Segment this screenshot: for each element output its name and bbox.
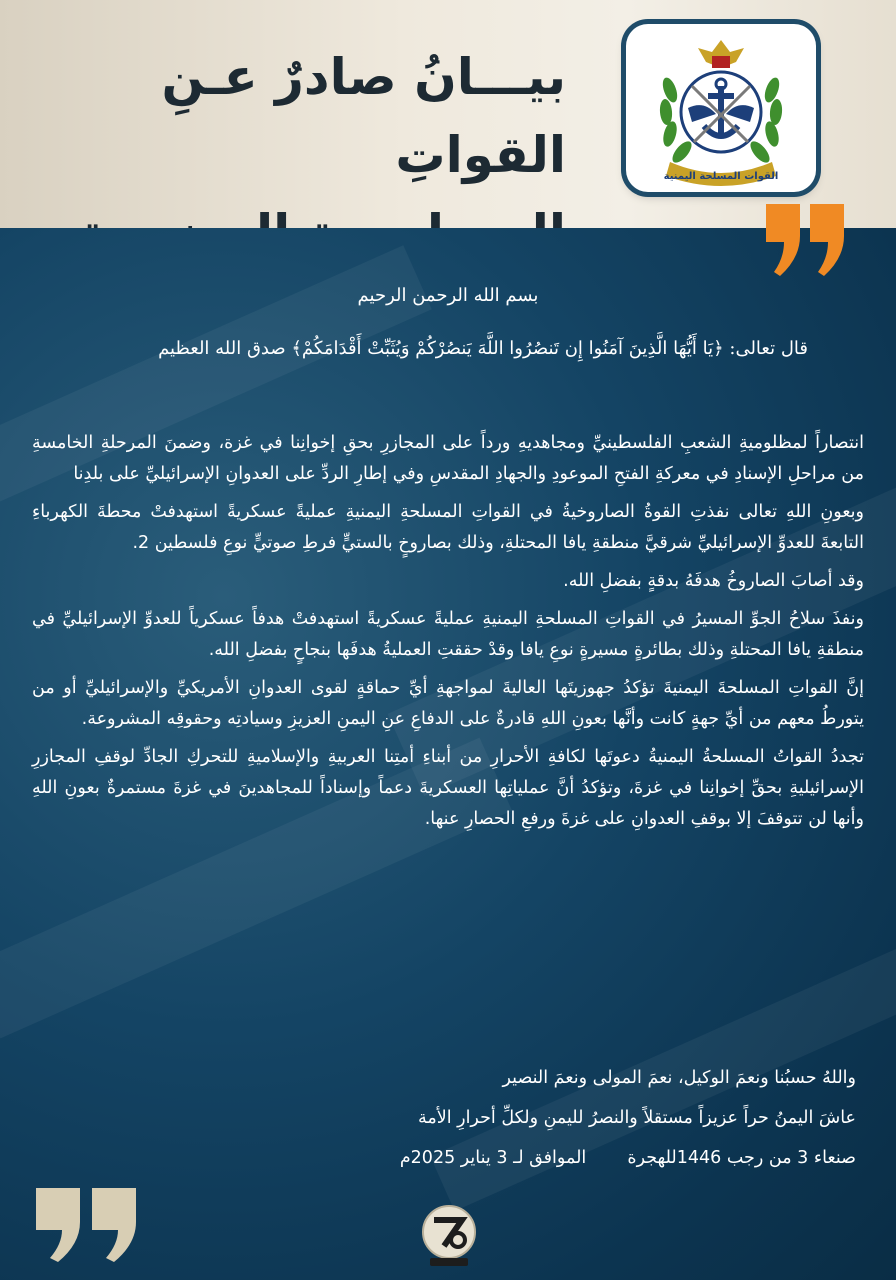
statement-paragraph: وبعونِ اللهِ تعالى نفذتِ القوةُ الصاروخيةُ في القواتِ المسلحةِ اليمنيةِ عمليةً عسكريةً استهدفتْ محطةَ الكهرباءِ التابعةَ للعدوِّ الإسرائيليِّ شرقيَّ منطقةِ يافا المحتلةِ، وذلك بصاروخٍ بالستيٍّ فرطِ صوتيٍّ نوعِ فلسطين 2. xyxy=(32,502,864,553)
date-hijri: صنعاء 3 من رجب 1446للهجرة xyxy=(627,1148,856,1168)
quran-verse: قال تعالى: ﴿يَا أَيُّهَا الَّذِينَ آمَنُوا إِن تَنصُرُوا اللَّهَ يَنصُرْكُمْ وَيُثَبِّتْ أَقْدَامَكُمْ﴾ صدق الله العظيم xyxy=(158,338,808,359)
closing-line-2: عاشَ اليمنُ حراً عزيزاً مستقلاً والنصرُ لليمنِ ولكلِّ أحرارِ الأمة xyxy=(417,1108,856,1128)
date-gregorian: الموافق لـ 3 يناير 2025م xyxy=(399,1148,587,1168)
statement-paragraph: تجددُ القواتُ المسلحةُ اليمنيةُ دعوتَها لكافةِ الأحرارِ من أبناءِ أمتِنا العربيةِ والإسلاميةِ للتحركِ الجادِّ لوقفِ المجازرِ الإسرائيليةِ بحقِّ إخوانِنا في غزةَ، وتؤكدُ أنَّ عملياتِها العسكريةَ دعماً وإسناداً للمجاهدينَ في غزةَ مستمرةٌ بعونِ اللهِ وأنها لن تتوقفَ إلا بوقفِ العدوانِ على غزةَ ورفعِ الحصارِ عنها. xyxy=(32,747,864,829)
emblem-ribbon-text: القوات المسلحة اليمنية xyxy=(663,171,779,182)
closing-line-1: واللهُ حسبُنا ونعمَ الوكيل، نعمَ المولى ونعمَ النصير xyxy=(502,1068,856,1088)
statement-paragraph: إنَّ القواتِ المسلحةَ اليمنيةَ تؤكدُ جهوزيتَها العاليةَ لمواجهةِ أيِّ حماقةٍ لقوى العدوانِ الأمريكيِّ والإسرائيليِّ أو من يتورطُ معهم من أيِّ جهةٍ كانت وأنَّها بعونِ اللهِ قادرةٌ على الدفاعِ عنِ اليمنِ العزيزِ وسيادتِه وحقوقِه المشروعة. xyxy=(32,678,864,729)
statement-paragraph: وقد أصابَ الصاروخُ هدفَهُ بدقةٍ بفضلِ الله. xyxy=(563,571,864,591)
armed-forces-emblem-icon xyxy=(648,30,794,186)
foundation-logo-icon xyxy=(414,1200,484,1270)
date-line xyxy=(36,1148,856,1168)
title-line-1: بيـــانُ صادرٌ عـنِ القواتِ xyxy=(161,48,566,184)
emblem-card xyxy=(626,24,816,192)
quote-mark-icon xyxy=(764,202,848,278)
statement-paragraph: انتصاراً لمظلوميةِ الشعبِ الفلسطينيِّ ومجاهديهِ ورداً على المجازرِ بحقِ إخوانِنا في غزة، وضمنَ المرحلةِ الخامسةِ من مراحلِ الإسنادِ في معركةِ الفتحِ الموعودِ والجهادِ المقدسِ وفي إطارِ الردِّ على العدوانِ الإسرائيليِّ على بلدِنا xyxy=(32,433,864,484)
statement-paragraph: ونفذَ سلاحُ الجوِّ المسيرُ في القواتِ المسلحةِ اليمنيةِ عمليةً عسكريةً استهدفتْ هدفاً عسكرياً للعدوِّ الإسرائيليِّ في منطقةِ يافا المحتلةِ وذلك بطائرةٍ مسيرةٍ نوعِ يافا وقدْ حققتِ العمليةُ هدفَها بنجاحٍ بفضلِ الله. xyxy=(32,609,864,660)
statement-body xyxy=(32,428,864,842)
quote-mark-bottom-icon xyxy=(34,1186,140,1264)
basmala: بسم الله الرحمن الرحيم xyxy=(357,285,539,306)
